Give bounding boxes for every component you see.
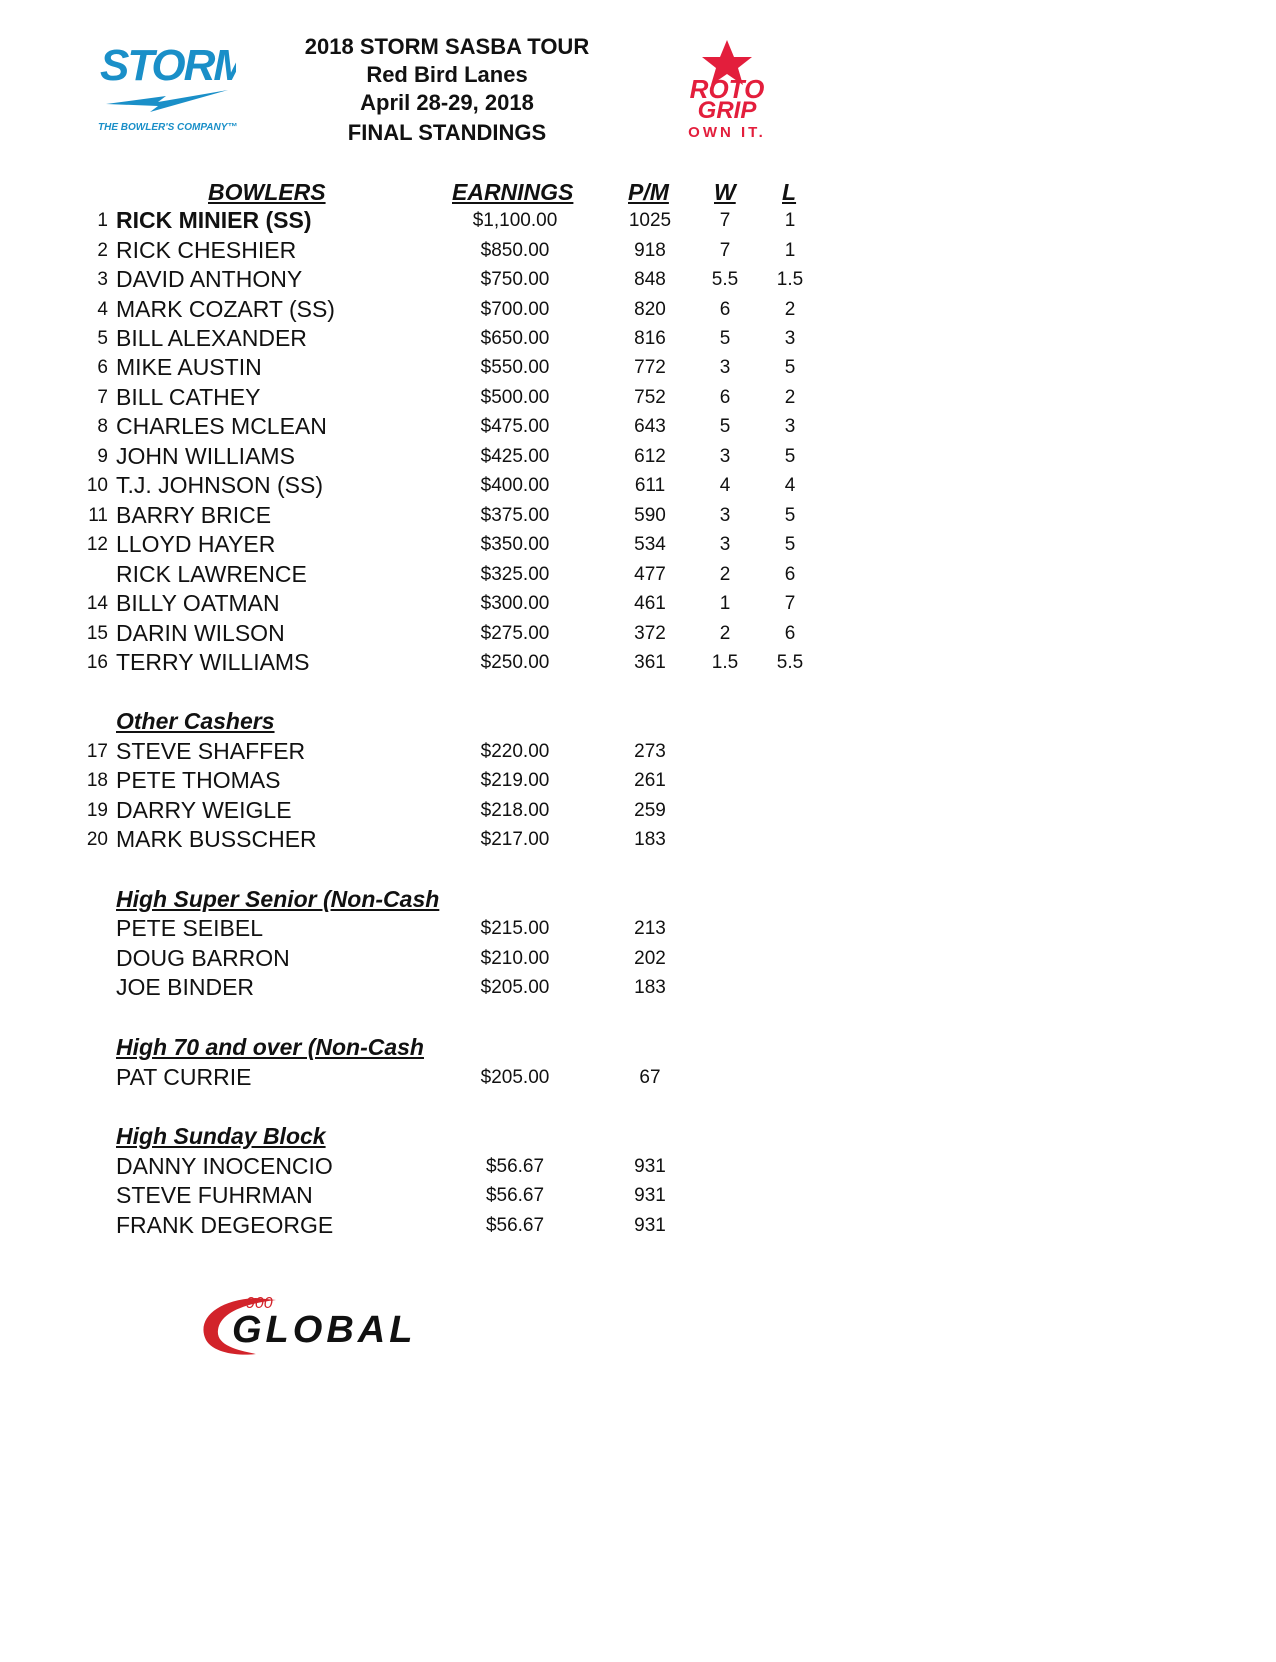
losses-cell: 4 bbox=[784, 475, 796, 496]
earnings-cell: $750.00 bbox=[480, 269, 550, 290]
title-line-1: 2018 STORM SASBA TOUR bbox=[304, 34, 590, 59]
wins-cell: 3 bbox=[719, 505, 731, 526]
losses-cell: 5 bbox=[784, 446, 796, 467]
name-cell: BILL ALEXANDER bbox=[116, 325, 307, 351]
earnings-cell: $650.00 bbox=[480, 328, 550, 349]
earnings-cell: $217.00 bbox=[480, 829, 550, 850]
earnings-cell: $210.00 bbox=[480, 948, 550, 969]
name-cell: MARK BUSSCHER bbox=[116, 826, 317, 852]
pm-cell: 848 bbox=[634, 269, 666, 290]
losses-cell: 5 bbox=[784, 357, 796, 378]
title-line-2: Red Bird Lanes bbox=[366, 62, 528, 87]
storm-wordmark: STORM bbox=[100, 41, 236, 90]
rank-cell: 8 bbox=[97, 416, 108, 437]
name-cell: TERRY WILLIAMS bbox=[116, 649, 310, 675]
pm-cell: 372 bbox=[634, 623, 666, 644]
rank-cell: 20 bbox=[86, 829, 108, 850]
earnings-cell: $250.00 bbox=[480, 652, 550, 673]
earnings-cell: $550.00 bbox=[480, 357, 550, 378]
section-title-other-cashers: Other Cashers bbox=[116, 708, 275, 734]
name-cell: T.J. JOHNSON (SS) bbox=[116, 472, 324, 498]
section-title-super-senior: High Super Senior (Non-Cash bbox=[116, 886, 440, 912]
rank-cell: 17 bbox=[86, 741, 108, 762]
earnings-cell: $300.00 bbox=[480, 593, 550, 614]
losses-cell: 7 bbox=[784, 593, 796, 614]
losses-cell: 1 bbox=[784, 240, 796, 261]
table-row bbox=[0, 561, 1276, 589]
wins-cell: 2 bbox=[719, 623, 731, 644]
table-row bbox=[0, 649, 1276, 677]
losses-cell: 1 bbox=[784, 210, 796, 231]
table-row bbox=[0, 237, 1276, 265]
pm-cell: 183 bbox=[634, 829, 666, 850]
rank-cell: 12 bbox=[86, 534, 108, 555]
table-row bbox=[0, 767, 1276, 795]
table-row bbox=[0, 738, 1276, 766]
pm-cell: 477 bbox=[634, 564, 666, 585]
table-row bbox=[0, 1153, 1276, 1181]
name-cell: FRANK DEGEORGE bbox=[116, 1212, 334, 1238]
name-cell: RICK LAWRENCE bbox=[116, 561, 307, 587]
losses-cell: 1.5 bbox=[776, 269, 804, 290]
own-it-tagline: OWN IT. bbox=[688, 124, 766, 140]
section-title-sunday-block: High Sunday Block bbox=[116, 1123, 326, 1149]
earnings-cell: $218.00 bbox=[480, 800, 550, 821]
wins-cell: 4 bbox=[719, 475, 731, 496]
wins-cell: 6 bbox=[719, 387, 731, 408]
rank-cell: 9 bbox=[97, 446, 108, 467]
wins-cell: 2 bbox=[719, 564, 731, 585]
pm-cell: 611 bbox=[634, 475, 666, 496]
pm-cell: 820 bbox=[634, 299, 666, 320]
wins-cell: 6 bbox=[719, 299, 731, 320]
table-row bbox=[0, 1182, 1276, 1210]
table-row bbox=[0, 590, 1276, 618]
section-title-70-and-over: High 70 and over (Non-Cash bbox=[116, 1034, 424, 1060]
earnings-cell: $850.00 bbox=[480, 240, 550, 261]
table-row bbox=[0, 502, 1276, 530]
name-cell: MARK COZART (SS) bbox=[116, 296, 335, 322]
table-row bbox=[0, 826, 1276, 854]
table-row bbox=[0, 207, 1276, 235]
900-global-logo-graphic bbox=[196, 1290, 546, 1356]
earnings-cell: $56.67 bbox=[485, 1156, 545, 1177]
earnings-cell: $500.00 bbox=[480, 387, 550, 408]
earnings-cell: $325.00 bbox=[480, 564, 550, 585]
rank-cell: 16 bbox=[86, 652, 108, 673]
900-global-logo bbox=[196, 1290, 546, 1356]
table-row bbox=[0, 1064, 1276, 1092]
earnings-cell: $375.00 bbox=[480, 505, 550, 526]
col-header-pm: P/M bbox=[628, 179, 669, 205]
name-cell: LLOYD HAYER bbox=[116, 531, 276, 557]
pm-cell: 931 bbox=[634, 1156, 666, 1177]
pm-cell: 361 bbox=[634, 652, 666, 673]
rank-cell: 4 bbox=[97, 299, 108, 320]
wins-cell: 7 bbox=[719, 240, 731, 261]
pm-cell: 261 bbox=[634, 770, 666, 791]
name-cell: DARRY WEIGLE bbox=[116, 797, 292, 823]
rank-cell: 14 bbox=[86, 593, 108, 614]
earnings-cell: $56.67 bbox=[485, 1185, 545, 1206]
earnings-cell: $350.00 bbox=[480, 534, 550, 555]
table-row bbox=[0, 325, 1276, 353]
losses-cell: 3 bbox=[784, 328, 796, 349]
name-cell: RICK MINIER (SS) bbox=[116, 207, 312, 233]
pm-cell: 590 bbox=[634, 505, 666, 526]
earnings-cell: $205.00 bbox=[480, 977, 550, 998]
name-cell: PETE SEIBEL bbox=[116, 915, 264, 941]
earnings-cell: $56.67 bbox=[485, 1215, 545, 1236]
losses-cell: 5 bbox=[784, 534, 796, 555]
table-row bbox=[0, 620, 1276, 648]
rank-cell: 3 bbox=[97, 269, 108, 290]
table-row bbox=[0, 1212, 1276, 1240]
name-cell: DAVID ANTHONY bbox=[116, 266, 303, 292]
title-line-4: FINAL STANDINGS bbox=[347, 120, 547, 145]
table-row bbox=[0, 797, 1276, 825]
pm-cell: 534 bbox=[634, 534, 666, 555]
900-mark: 900 bbox=[246, 1295, 273, 1312]
earnings-cell: $1,100.00 bbox=[472, 210, 558, 231]
col-header-l: L bbox=[782, 179, 797, 205]
name-cell: RICK CHESHIER bbox=[116, 237, 297, 263]
table-row bbox=[0, 472, 1276, 500]
global-wordmark: GLOBAL bbox=[232, 1309, 417, 1351]
wins-cell: 5 bbox=[719, 328, 731, 349]
rank-cell: 6 bbox=[97, 357, 108, 378]
earnings-cell: $275.00 bbox=[480, 623, 550, 644]
name-cell: MIKE AUSTIN bbox=[116, 354, 262, 380]
name-cell: STEVE FUHRMAN bbox=[116, 1182, 313, 1208]
pm-cell: 918 bbox=[634, 240, 666, 261]
table-row bbox=[0, 443, 1276, 471]
losses-cell: 6 bbox=[784, 623, 796, 644]
col-header-earnings: EARNINGS bbox=[452, 179, 574, 205]
earnings-cell: $425.00 bbox=[480, 446, 550, 467]
storm-bolt-icon bbox=[106, 90, 228, 112]
col-header-w: W bbox=[714, 179, 736, 205]
earnings-cell: $475.00 bbox=[480, 416, 550, 437]
earnings-cell: $700.00 bbox=[480, 299, 550, 320]
earnings-cell: $220.00 bbox=[480, 741, 550, 762]
pm-cell: 931 bbox=[634, 1215, 666, 1236]
wins-cell: 3 bbox=[719, 357, 731, 378]
losses-cell: 5.5 bbox=[776, 652, 804, 673]
title-line-3: April 28-29, 2018 bbox=[360, 90, 534, 115]
rank-cell: 5 bbox=[97, 328, 108, 349]
name-cell: CHARLES MCLEAN bbox=[116, 413, 327, 439]
wins-cell: 3 bbox=[719, 446, 731, 467]
rank-cell: 18 bbox=[86, 770, 108, 791]
name-cell: PETE THOMAS bbox=[116, 767, 281, 793]
grip-wordmark: GRIP bbox=[697, 97, 757, 124]
pm-cell: 183 bbox=[634, 977, 666, 998]
rotogrip-logo bbox=[655, 40, 800, 140]
rank-cell: 1 bbox=[97, 210, 108, 231]
losses-cell: 2 bbox=[784, 299, 796, 320]
losses-cell: 5 bbox=[784, 505, 796, 526]
storm-tagline: THE BOWLER'S COMPANY™ bbox=[98, 122, 238, 133]
pm-cell: 213 bbox=[634, 918, 666, 939]
roto-wordmark: ROTO bbox=[689, 74, 765, 104]
pm-cell: 273 bbox=[634, 741, 666, 762]
rank-cell: 19 bbox=[86, 800, 108, 821]
earnings-cell: $205.00 bbox=[480, 1067, 550, 1088]
wins-cell: 5.5 bbox=[711, 269, 739, 290]
pm-cell: 1025 bbox=[628, 210, 672, 231]
pm-cell: 461 bbox=[634, 593, 666, 614]
pm-cell: 259 bbox=[634, 800, 666, 821]
wins-cell: 1 bbox=[719, 593, 731, 614]
name-cell: BARRY BRICE bbox=[116, 502, 272, 528]
table-row bbox=[0, 974, 1276, 1002]
wins-cell: 5 bbox=[719, 416, 731, 437]
earnings-cell: $219.00 bbox=[480, 770, 550, 791]
rank-cell: 7 bbox=[97, 387, 108, 408]
pm-cell: 772 bbox=[634, 357, 666, 378]
losses-cell: 6 bbox=[784, 564, 796, 585]
wins-cell: 7 bbox=[719, 210, 731, 231]
table-row bbox=[0, 384, 1276, 412]
pm-cell: 612 bbox=[634, 446, 666, 467]
wins-cell: 1.5 bbox=[711, 652, 739, 673]
rank-cell: 10 bbox=[86, 475, 108, 496]
pm-cell: 752 bbox=[634, 387, 666, 408]
pm-cell: 816 bbox=[634, 328, 666, 349]
earnings-cell: $215.00 bbox=[480, 918, 550, 939]
name-cell: JOHN WILLIAMS bbox=[116, 443, 295, 469]
table-row bbox=[0, 531, 1276, 559]
pm-cell: 202 bbox=[634, 948, 666, 969]
name-cell: BILLY OATMAN bbox=[116, 590, 280, 616]
table-row bbox=[0, 945, 1276, 973]
name-cell: STEVE SHAFFER bbox=[116, 738, 306, 764]
table-row bbox=[0, 915, 1276, 943]
wins-cell: 3 bbox=[719, 534, 731, 555]
table-row bbox=[0, 296, 1276, 324]
name-cell: JOE BINDER bbox=[116, 974, 255, 1000]
earnings-cell: $400.00 bbox=[480, 475, 550, 496]
pm-cell: 643 bbox=[634, 416, 666, 437]
rank-cell: 11 bbox=[88, 505, 108, 526]
losses-cell: 2 bbox=[784, 387, 796, 408]
pm-cell: 67 bbox=[639, 1067, 661, 1088]
name-cell: BILL CATHEY bbox=[116, 384, 261, 410]
table-row bbox=[0, 354, 1276, 382]
losses-cell: 3 bbox=[784, 416, 796, 437]
storm-logo bbox=[96, 38, 236, 138]
name-cell: DARIN WILSON bbox=[116, 620, 285, 646]
rotogrip-logo-graphic bbox=[655, 40, 800, 140]
name-cell: DANNY INOCENCIO bbox=[116, 1153, 333, 1179]
name-cell: DOUG BARRON bbox=[116, 945, 290, 971]
pm-cell: 931 bbox=[634, 1185, 666, 1206]
table-row bbox=[0, 413, 1276, 441]
table-row bbox=[0, 266, 1276, 294]
rank-cell: 2 bbox=[97, 240, 108, 261]
name-cell: PAT CURRIE bbox=[116, 1064, 252, 1090]
rank-cell: 15 bbox=[86, 623, 108, 644]
col-header-bowlers: BOWLERS bbox=[208, 179, 326, 205]
